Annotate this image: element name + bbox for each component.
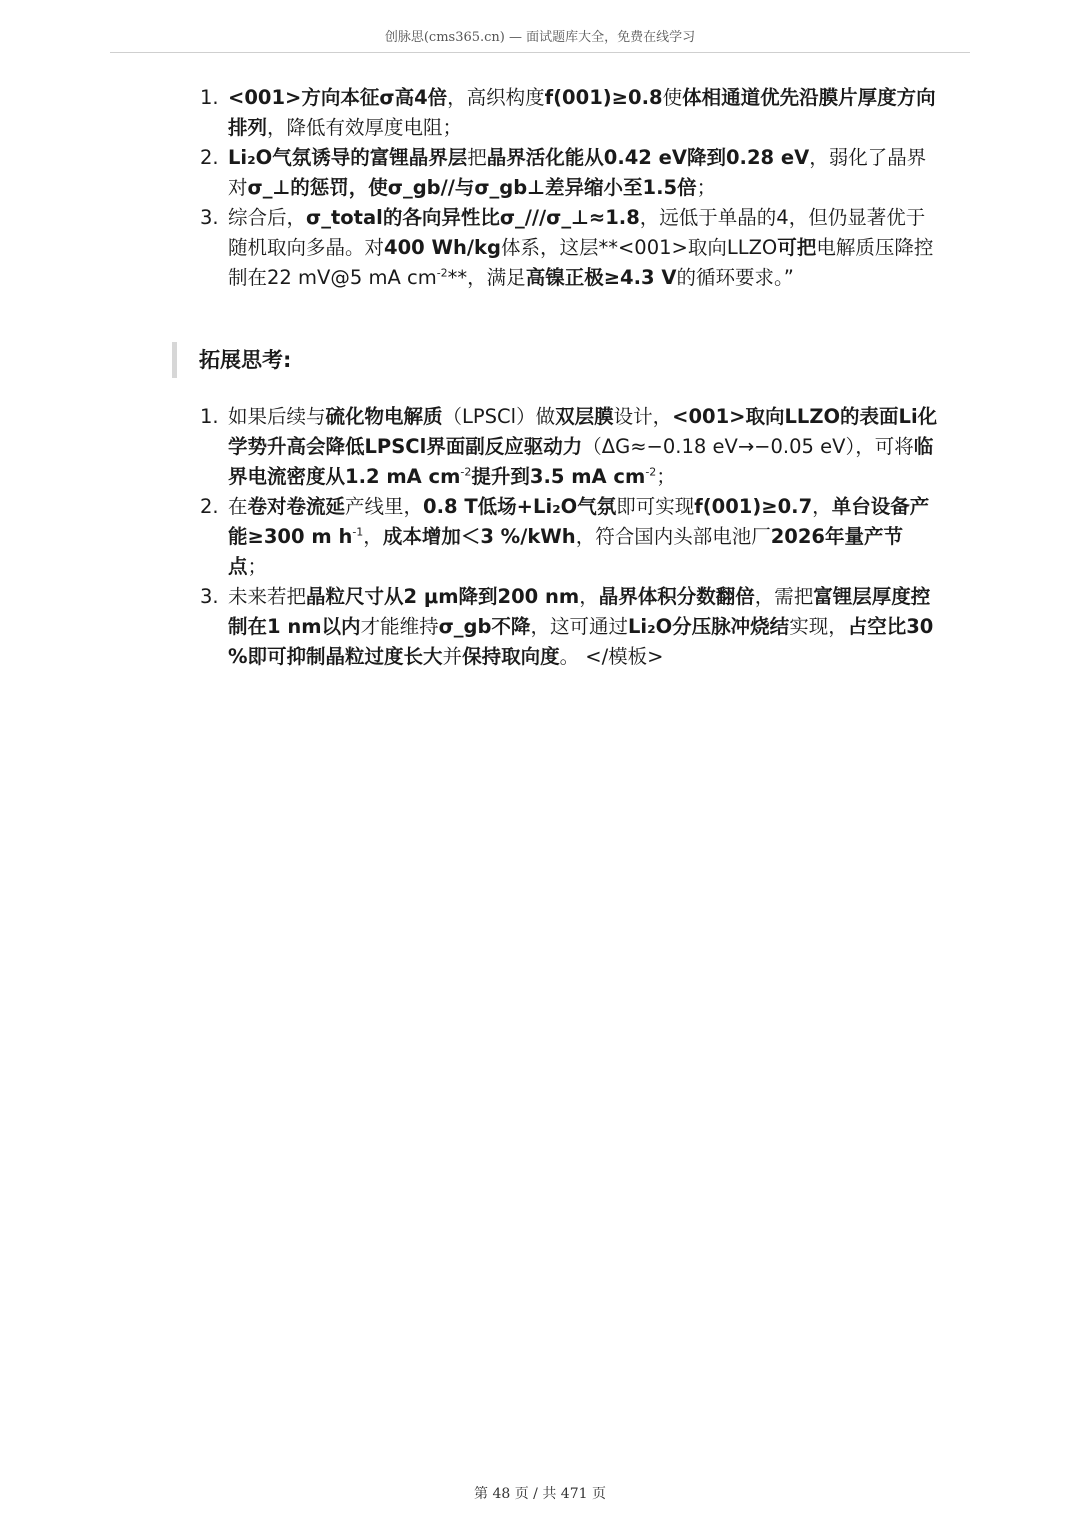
text-run: **，满足 xyxy=(447,266,526,289)
text-run: ； xyxy=(656,465,676,488)
bold-text: 富锂层厚度控制在1 nm以内 xyxy=(228,585,931,638)
bold-text: 硫化物电解质 xyxy=(325,405,443,428)
bold-text: Li₂O分压脉冲烧结 xyxy=(627,615,790,638)
bold-text: 卷对卷流延 xyxy=(247,495,346,518)
list-number: 2. xyxy=(200,146,219,169)
list-item-text xyxy=(228,146,926,199)
text-run: （ΔG≈−0.18 eV→−0.05 eV），可将 xyxy=(582,435,914,458)
text-run: ，弱化了晶界对 xyxy=(228,146,927,199)
bold-text: 提升到3.5 mA cm xyxy=(471,465,646,488)
bold-text: σ_total的各向异性比σ_//∕σ_⊥≈1.8 xyxy=(306,206,640,229)
text-run: ，这可通过 xyxy=(530,615,628,638)
bold-text: f(001)≥0.7 xyxy=(694,495,813,518)
list-number: 2. xyxy=(200,495,219,518)
bold-text: 晶界体积分数翻倍 xyxy=(598,585,755,608)
page-footer: 第 48 页 / 共 471 页 xyxy=(474,1486,606,1502)
list-item-text xyxy=(228,206,933,289)
text-run: ， xyxy=(579,585,599,608)
list-number: 3. xyxy=(200,206,219,229)
text-run: 综合后， xyxy=(228,206,307,229)
bold-text: 400 Wh/kg xyxy=(384,236,501,259)
text-run: 。 </模板> xyxy=(559,645,664,668)
text-run: 把 xyxy=(467,146,487,169)
text-run: 未来若把 xyxy=(228,585,307,608)
text-run: 的循环要求。” xyxy=(676,266,794,289)
bold-text: 高镍正极≥4.3 V xyxy=(525,266,677,289)
text-run: ，符合国内头部电池厂 xyxy=(575,525,771,548)
text-run: 才能维持 xyxy=(360,615,439,638)
text-run: （LPSCl）做 xyxy=(442,405,556,428)
list-item xyxy=(200,143,940,203)
superscript: -2 xyxy=(436,266,448,280)
page-header: 创脉思(cms365.cn) — 面试题库大全，免费在线学习 xyxy=(384,30,696,45)
superscript: -1 xyxy=(352,525,364,539)
bold-text: <001>取向LLZO的表面Li化学势升高会降低LPSCl界面副反应驱动力 xyxy=(228,405,938,458)
bold-text: 保持取向度 xyxy=(462,645,560,668)
list-item xyxy=(200,492,940,582)
bold-text: 可把 xyxy=(777,236,817,259)
text-run: 体系，这层**<001>取向LLZO xyxy=(500,236,778,259)
text-run: 设计， xyxy=(613,405,673,428)
bold-text: f(001)≥0.8 xyxy=(544,86,663,109)
section-heading: 拓展思考: xyxy=(172,342,291,378)
text-run: ， xyxy=(812,495,832,518)
text-run: ，需把 xyxy=(754,585,814,608)
text-run: 电解质压降控制在22 mV@5 mA cm xyxy=(228,236,934,289)
text-run: 使 xyxy=(662,86,683,109)
bold-text: 双层膜 xyxy=(555,405,614,428)
bold-text: 临界电流密度从1.2 mA cm xyxy=(228,435,934,488)
list-item xyxy=(200,402,940,492)
extension-list xyxy=(200,402,940,672)
text-run: 并 xyxy=(442,645,463,668)
bold-text: <001>方向本征σ高4倍 xyxy=(228,86,448,109)
bold-text: σ_gb不降 xyxy=(438,615,531,638)
superscript: -2 xyxy=(460,465,472,479)
bold-text: 成本增加＜3 %/kWh xyxy=(382,525,576,548)
list-item xyxy=(200,582,940,672)
list-item-text xyxy=(228,86,936,139)
bold-text: Li₂O气氛诱导的富锂晶界层 xyxy=(228,146,468,169)
list-item xyxy=(200,203,940,293)
list-item-text xyxy=(228,405,937,488)
text-run: 在 xyxy=(228,495,248,518)
text-run: ，降低有效厚度电阻； xyxy=(267,116,463,139)
text-run: 即可实现 xyxy=(616,495,695,518)
list-number: 1. xyxy=(200,86,219,109)
bold-text: 单台设备产能≥300 m h xyxy=(228,495,930,548)
list-item-text xyxy=(228,495,929,578)
text-run: 实现， xyxy=(789,615,848,638)
text-run: ； xyxy=(696,176,717,199)
conclusion-list xyxy=(200,83,940,293)
text-run: 如果后续与 xyxy=(228,405,326,428)
bold-text: 晶粒尺寸从2 μm降到200 nm xyxy=(306,585,580,608)
list-number: 1. xyxy=(200,405,219,428)
text-run: ； xyxy=(247,555,268,578)
superscript: -2 xyxy=(645,465,657,479)
text-run: ，高织构度 xyxy=(447,86,545,109)
bold-text: 晶界活化能从0.42 eV降到0.28 eV xyxy=(486,146,810,169)
list-item-text xyxy=(228,585,933,668)
bold-text: 2026年量产节点 xyxy=(228,525,903,578)
bold-text: σ_⊥的惩罚，使σ_gb//与σ_gb⊥差异缩小至1.5倍 xyxy=(247,176,697,199)
text-run: 产线里， xyxy=(345,495,424,518)
list-number: 3. xyxy=(200,585,219,608)
header-divider xyxy=(110,52,970,53)
bold-text: 0.8 T低场+Li₂O气氛 xyxy=(423,495,617,518)
bold-text: 体相通道优先沿膜片厚度方向排列 xyxy=(228,86,936,139)
text-run: ， xyxy=(363,525,383,548)
text-run: ，远低于单晶的4，但仍显著优于随机取向多晶。对 xyxy=(228,206,926,259)
bold-text: 占空比30 %即可抑制晶粒过度长大 xyxy=(228,615,934,668)
list-item xyxy=(200,83,940,143)
